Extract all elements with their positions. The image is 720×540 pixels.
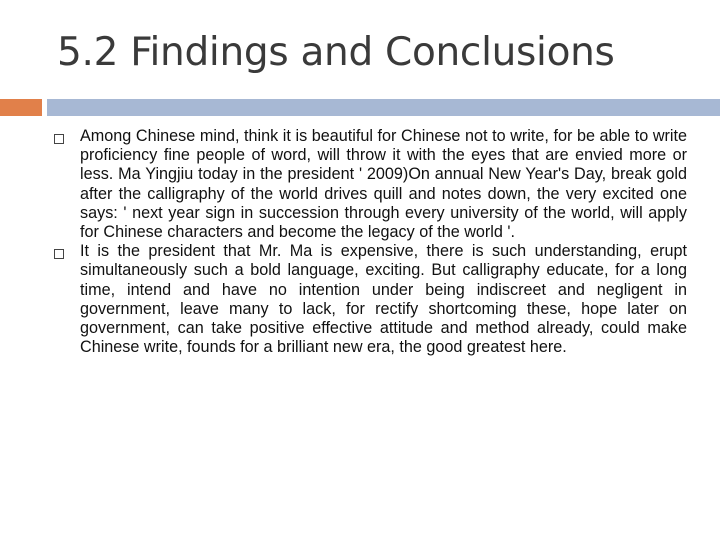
- accent-bar-blue: [47, 99, 720, 116]
- bullet-text: Among Chinese mind, think it is beautiful for Chinese not to write, for be able to write proficiency fine people of word, will throw it with the eyes that are envied more or less. Ma Yingjiu today in the president ' 2009)On annual New Year's Day, break gold after the calligraphy of the world drives quill and notes down, the very excited one says: ' next year sign in succession through every university of the world, will apply for Chinese characters and become the legacy of the world '.: [80, 127, 687, 242]
- bullet-item: [52, 242, 687, 357]
- bullet-item: [52, 127, 687, 242]
- square-bullet-icon: [54, 249, 64, 259]
- bullet-list: [52, 127, 687, 357]
- bullet-text: It is the president that Mr. Ma is expensive, there is such understanding, erupt simultaneously such a bold language, exciting. But calligraphy educate, for a long time, intend and have no intention under being indiscreet and negligent in government, leave many to lack, for rectify shortcoming these, hope later on government, can take positive effective attitude and method already, could make Chinese write, founds for a brilliant new era, the good greatest here.: [80, 242, 687, 357]
- slide-title: 5.2 Findings and Conclusions: [57, 30, 615, 75]
- square-bullet-icon: [54, 134, 64, 144]
- accent-bar-orange: [0, 99, 42, 116]
